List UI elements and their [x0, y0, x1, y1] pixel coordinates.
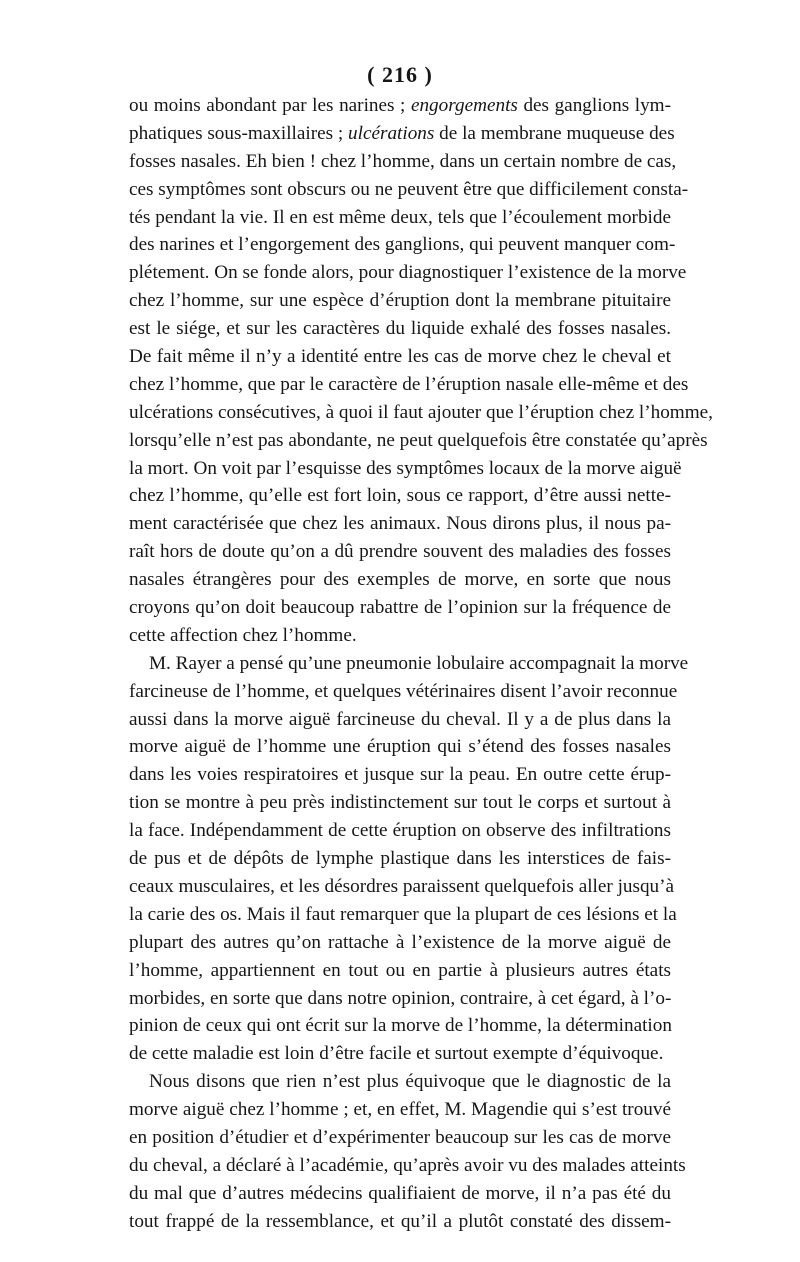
- text-run: de pus et de dépôts de lymphe plastique dans les interstices de fais-: [129, 848, 671, 870]
- text-line: [129, 957, 671, 985]
- text-line: [129, 204, 671, 232]
- text-line: [129, 399, 713, 427]
- text-run: chez l’homme, que par le caractère de l’éruption nasale elle-même et des: [129, 373, 689, 395]
- text-line: [129, 259, 687, 287]
- text-line: [129, 482, 671, 510]
- text-line: [129, 1012, 671, 1040]
- text-run: aussi dans la morve aiguë farcineuse du cheval. Il y a de plus dans la: [129, 708, 671, 730]
- paragraph: [129, 1068, 686, 1235]
- text-run: est le siége, et sur les caractères du liquide exhalé des fosses nasales.: [129, 318, 671, 340]
- text-run: ceaux musculaires, et les désordres paraissent quelquefois aller jusqu’à: [129, 875, 675, 897]
- text-line: [129, 845, 671, 873]
- text-run: ment caractérisée que chez les animaux. Nous dirons plus, il nous pa-: [129, 513, 671, 535]
- body-text: [129, 92, 713, 1236]
- text-run: du cheval, a déclaré à l’académie, qu’après avoir vu des malades atteints: [129, 1154, 686, 1176]
- text-run: chez l’homme, qu’elle est fort loin, sous ce rapport, d’être aussi nette-: [129, 485, 671, 507]
- italic-term: engorgements: [410, 95, 518, 116]
- text-run: des narines et l’engorgement des ganglions, qui peuvent manquer com-: [129, 234, 676, 256]
- text-run: croyons qu’on doit beaucoup rabattre de l’opinion sur la fréquence de: [129, 597, 671, 619]
- text-line: [129, 566, 671, 594]
- text-line: [129, 1096, 671, 1124]
- text-line: [129, 1040, 671, 1068]
- text-line: [129, 929, 671, 957]
- text-run: nasales étrangères pour des exemples de morve, en sorte que nous: [129, 569, 671, 591]
- text-line: [129, 538, 671, 566]
- text-run: M. Rayer a pensé qu’une pneumonie lobulaire accompagnait la morve: [149, 652, 689, 674]
- text-line: [129, 510, 671, 538]
- text-run: morbides, en sorte que dans notre opinion, contraire, à cet égard, à l’o-: [129, 987, 672, 1009]
- text-run: tout frappé de la ressemblance, et qu’il a plutôt constaté des dissem-: [129, 1210, 671, 1232]
- text-line: [129, 1124, 671, 1152]
- text-line: [129, 985, 671, 1013]
- text-run: cette affection chez l’homme.: [129, 624, 357, 646]
- text-run: Nous disons que rien n’est plus équivoque que le diagnostic de la: [149, 1071, 671, 1093]
- text-line: [129, 733, 671, 761]
- text-run: la mort. On voit par l’esquisse des symptômes locaux de la morve aiguë: [129, 457, 682, 479]
- text-line: [129, 706, 671, 734]
- text-run: ulcérations consécutives, à quoi il faut ajouter que l’éruption chez l’homme,: [129, 401, 713, 423]
- text-line: [129, 176, 689, 204]
- text-run: morve aiguë chez l’homme ; et, en effet, M. Magendie qui s’est trouvé: [129, 1099, 671, 1121]
- text-run: du mal que d’autres médecins qualifiaient de morve, il n’a pas été du: [129, 1182, 671, 1204]
- text-line: [129, 1180, 671, 1208]
- text-line: [129, 92, 671, 120]
- text-run: en position d’étudier et d’expérimenter beaucoup sur les cas de morve: [129, 1126, 671, 1148]
- paragraph: [129, 650, 689, 1068]
- italic-term: ulcérations: [348, 122, 435, 144]
- text-line: [129, 315, 671, 343]
- text-run: phatiques sous-maxillaires ;: [129, 122, 349, 144]
- text-run: plupart des autres qu’on rattache à l’existence de la morve aiguë de: [129, 931, 671, 953]
- text-line: [129, 427, 708, 455]
- text-line: [129, 594, 671, 622]
- text-run: plétement. On se fonde alors, pour diagnostiquer l’existence de la morve: [129, 262, 687, 284]
- text-line: [129, 817, 671, 845]
- text-run: de cette maladie est loin d’être facile et surtout exempte d’équivoque.: [129, 1043, 664, 1065]
- text-run: la carie des os. Mais il faut remarquer que la plupart de ces lésions et la: [129, 903, 677, 925]
- text-line: [129, 622, 671, 650]
- text-line: [129, 120, 675, 148]
- text-line: [129, 1152, 686, 1180]
- text-line: [129, 1068, 671, 1096]
- text-run: de la membrane muqueuse des: [434, 122, 675, 144]
- text-line: [129, 148, 677, 176]
- text-line: [129, 873, 675, 901]
- text-run: pinion de ceux qui ont écrit sur la morve de l’homme, la détermination: [129, 1015, 672, 1037]
- text-run: raît hors de doute qu’on a dû prendre souvent des maladies des fosses: [129, 541, 671, 563]
- paragraph: [129, 92, 713, 650]
- text-line: [129, 650, 689, 678]
- text-run: morve aiguë de l’homme une éruption qui s’étend des fosses nasales: [129, 736, 671, 758]
- text-line: [129, 371, 689, 399]
- page-number: ( 216 ): [367, 62, 433, 87]
- text-line: [129, 901, 677, 929]
- text-line: [129, 231, 676, 259]
- text-run: ou moins abondant par les narines ;: [129, 95, 411, 116]
- text-run: chez l’homme, sur une espèce d’éruption dont la membrane pituitaire: [129, 290, 671, 312]
- text-line: [129, 1208, 671, 1236]
- text-line: [129, 287, 671, 315]
- text-run: lorsqu’elle n’est pas abondante, ne peut quelquefois être constatée qu’après: [129, 429, 708, 451]
- text-run: la face. Indépendamment de cette éruption on observe des infiltrations: [129, 820, 671, 842]
- text-run: l’homme, appartiennent en tout ou en partie à plusieurs autres états: [129, 959, 671, 981]
- text-run: dans les voies respiratoires et jusque sur la peau. En outre cette érup-: [129, 764, 671, 786]
- text-run: farcineuse de l’homme, et quelques vétérinaires disent l’avoir reconnue: [129, 680, 678, 702]
- text-line: [129, 678, 678, 706]
- text-line: [129, 343, 671, 371]
- text-line: [129, 789, 671, 817]
- text-run: des ganglions lym-: [517, 95, 671, 116]
- text-run: ces symptômes sont obscurs ou ne peuvent être que difficilement consta-: [129, 178, 689, 200]
- text-run: fosses nasales. Eh bien ! chez l’homme, dans un certain nombre de cas,: [129, 150, 677, 172]
- text-run: tés pendant la vie. Il en est même deux, tels que l’écoulement morbide: [129, 206, 671, 228]
- text-line: [129, 455, 682, 483]
- text-line: [129, 761, 671, 789]
- text-run: tion se montre à peu près indistinctement sur tout le corps et surtout à: [129, 792, 671, 814]
- text-run: De fait même il n’y a identité entre les cas de morve chez le cheval et: [129, 346, 671, 368]
